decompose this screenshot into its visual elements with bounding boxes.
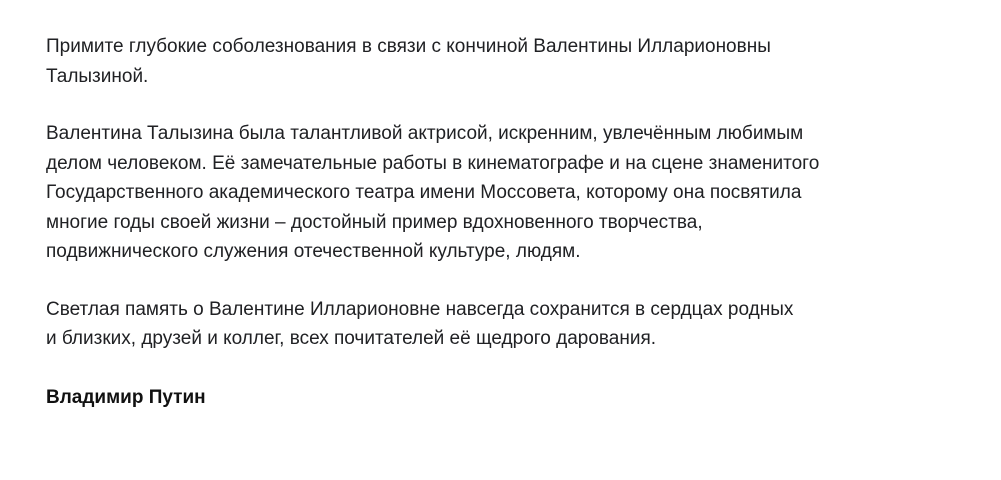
- signature: Владимир Путин: [46, 386, 206, 408]
- condolence-message: [46, 32, 946, 412]
- memory-paragraph: [46, 295, 946, 354]
- paragraph-line: Государственного академического театра имени Моссовета, которому она посвятила: [46, 182, 802, 203]
- paragraph-line: подвижнического служения отечественной культуре, людям.: [46, 241, 581, 262]
- paragraph-line: Талызиной.: [46, 65, 149, 87]
- tribute-paragraph: [46, 119, 946, 267]
- paragraph-line: Примите глубокие соболезнования в связи с кончиной Валентины Илларионовны: [46, 36, 771, 57]
- paragraph-line: и близких, друзей и коллег, всех почитателей её щедрого дарования.: [46, 328, 657, 349]
- paragraph-line: Валентина Талызина была талантливой актрисой, искренним, увлечённым любимым: [46, 123, 804, 144]
- paragraph-line: многие годы своей жизни – достойный пример вдохновенного творчества,: [46, 211, 703, 233]
- paragraph-line: Светлая память о Валентине Илларионовне навсегда сохранится в сердцах родных: [46, 298, 794, 320]
- paragraph-line: делом человеком. Её замечательные работы в кинематографе и на сцене знаменитого: [46, 152, 820, 174]
- condolence-paragraph: [46, 32, 946, 91]
